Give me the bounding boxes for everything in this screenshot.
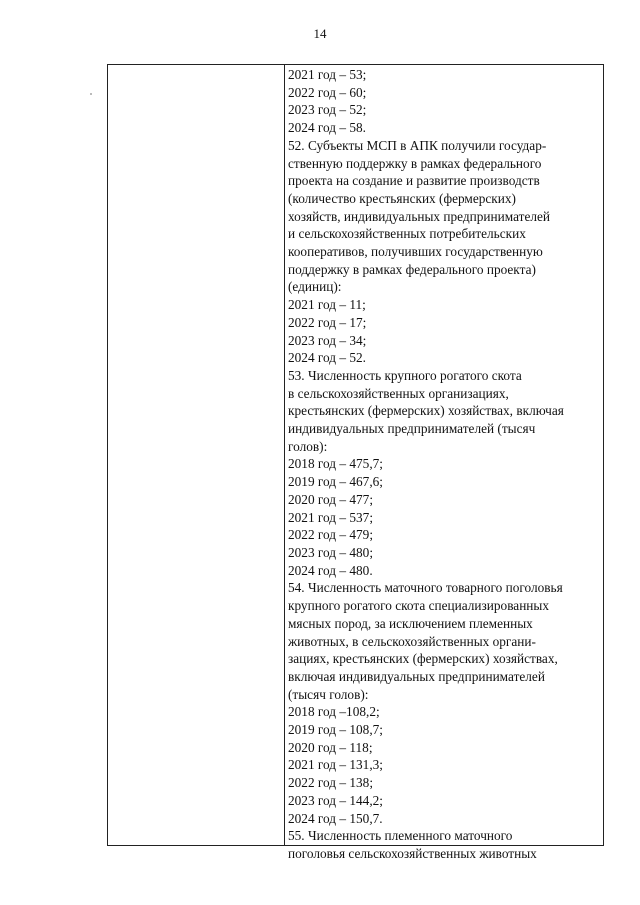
text-line: 2024 год – 480. [288,562,373,578]
text-line: включая индивидуальных предпринимателей [288,668,545,684]
text-line: 52. Субъекты МСП в АПК получили государ- [288,137,547,153]
table-right-column [288,66,600,863]
document-table [107,64,604,861]
text-line: 2020 год – 477; [288,491,374,507]
text-line: 2024 год – 52. [288,350,366,366]
text-line: (количество крестьянских (фермерских) [288,190,516,206]
text-line: крестьянских (фермерских) хозяйствах, включая [288,403,564,419]
text-line: кооперативов, получивших государственную [288,244,543,260]
text-line: 2024 год – 150,7. [288,810,383,826]
text-line: поголовья сельскохозяйственных животных [288,845,537,861]
text-line: 2020 год – 118; [288,739,373,755]
text-line: 53. Численность крупного рогатого скота [288,367,522,383]
page-number: 14 [313,26,327,41]
text-line: зациях, крестьянских (фермерских) хозяйствах, [288,651,558,667]
text-line: 2022 год – 479; [288,527,374,543]
text-line: 2022 год – 138; [288,775,374,791]
text-line: 2021 год – 11; [288,297,366,313]
text-line: 2022 год – 17; [288,314,367,330]
text-line: хозяйств, индивидуальных предпринимателей [288,208,551,224]
text-line: 2023 год – 144,2; [288,792,383,808]
text-line: в сельскохозяйственных организациях, [288,385,509,401]
text-line: и сельскохозяйственных потребительских [288,226,526,242]
text-line: 2019 год – 467,6; [288,474,383,490]
text-line: мясных пород, за исключением племенных [288,615,533,631]
text-line: животных, в сельскохозяйственных органи- [288,633,536,649]
column-divider [284,65,285,845]
text-line: 2024 год – 58. [288,120,366,136]
text-line: 2018 год –108,2; [288,704,380,720]
text-line: 2022 год – 60; [288,84,367,100]
text-line: проекта на создание и развитие производств [288,173,540,189]
scan-speck [90,93,92,95]
text-line: 54. Численность маточного товарного поголовья [288,580,563,596]
text-line: 55. Численность племенного маточного [288,828,513,844]
text-line: 2018 год – 475,7; [288,456,383,472]
text-line: крупного рогатого скота специализированных [288,598,550,614]
table-left-column [108,65,284,845]
text-line: индивидуальных предпринимателей (тысяч [288,421,536,437]
text-line: 2021 год – 131,3; [288,757,383,773]
text-line: 2023 год – 34; [288,332,367,348]
text-line: поддержку в рамках федерального проекта) [288,261,536,277]
text-line: 2021 год – 537; [288,509,374,525]
text-line: 2021 год – 53; [288,67,367,82]
text-line: 2023 год – 52; [288,102,367,118]
text-line: голов): [288,438,328,454]
text-line: 2019 год – 108,7; [288,722,383,738]
text-line: 2023 год – 480; [288,544,374,560]
text-line: (тысяч голов): [288,686,369,702]
text-line: (единиц): [288,279,342,295]
text-line: ственную поддержку в рамках федерального [288,155,542,171]
